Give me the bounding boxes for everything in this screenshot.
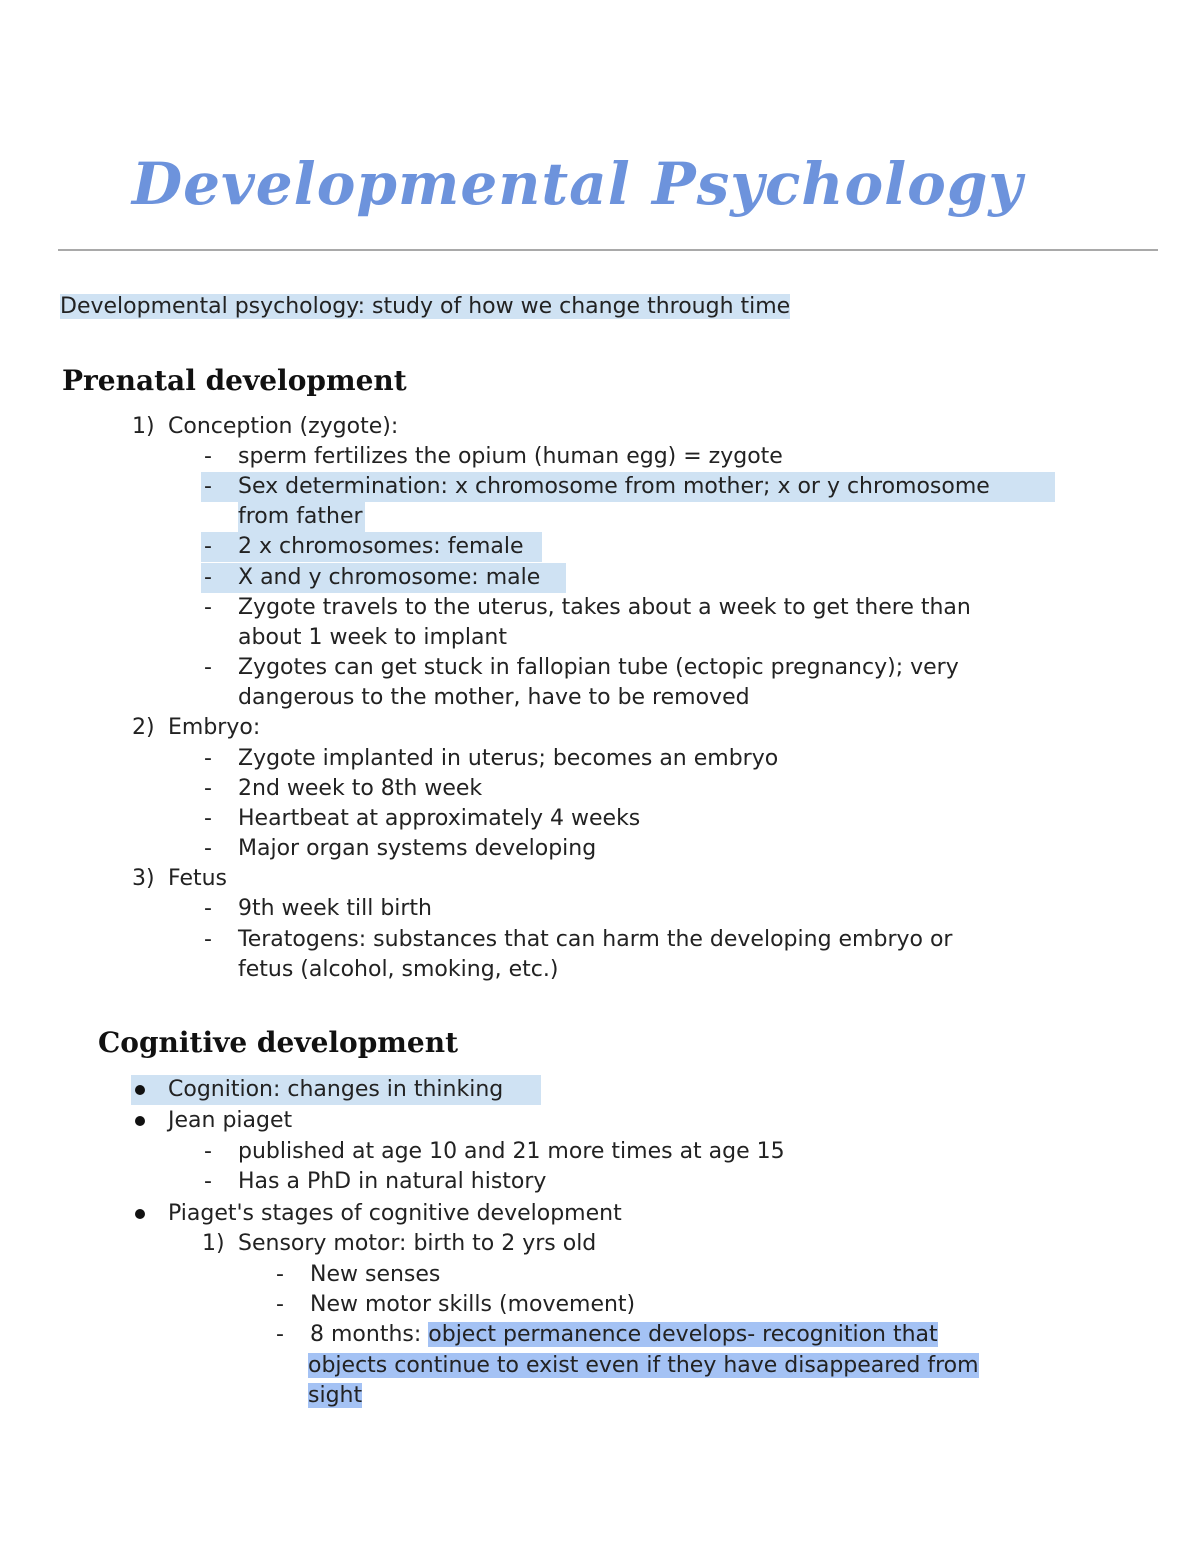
list-item-continuation: fetus (alcohol, smoking, etc.) (238, 957, 559, 982)
definition-term: Developmental psychology (60, 294, 358, 319)
dash-marker: - (276, 1292, 284, 1317)
bullet-dot (135, 1085, 145, 1095)
dash-marker: - (204, 927, 212, 952)
list-item-continuation: dangerous to the mother, have to be removed (238, 685, 750, 710)
list-item: New senses (310, 1262, 441, 1287)
list-item: Major organ systems developing (238, 836, 597, 861)
list-item: Teratogens: substances that can harm the developing embryo or (238, 927, 953, 952)
dash-marker: - (204, 836, 212, 861)
dash-marker: - (204, 474, 212, 499)
list-item: Zygote implanted in uterus; becomes an embryo (238, 746, 779, 771)
prenatal-heading: Prenatal development (62, 364, 407, 397)
list-item-continuation (308, 1381, 362, 1411)
dash-marker: - (204, 1139, 212, 1164)
embryo-label: Embryo: (168, 715, 261, 740)
list-item-highlighted (201, 472, 1055, 502)
months-prefix: 8 months: (310, 1322, 429, 1347)
list-item: Has a PhD in natural history (238, 1169, 547, 1194)
list-number: 1) (202, 1231, 225, 1256)
list-item: Zygote travels to the uterus, takes about a week to get there than (238, 595, 971, 620)
piaget-label: Jean piaget (168, 1108, 293, 1133)
list-item-highlighted (201, 563, 566, 593)
dash-marker: - (204, 444, 212, 469)
list-item: 2nd week to 8th week (238, 776, 483, 801)
permanence-text: sight (308, 1383, 363, 1408)
list-item-text: Sex determination: x chromosome from mother; x or y chromosome (238, 474, 990, 499)
dash-marker: - (204, 806, 212, 831)
stage1-label: Sensory motor: birth to 2 yrs old (238, 1231, 597, 1256)
list-item-continuation: about 1 week to implant (238, 625, 508, 650)
bullet-dot (135, 1116, 145, 1126)
dash-marker: - (276, 1262, 284, 1287)
list-item-highlighted (201, 532, 542, 562)
list-number: 1) (132, 414, 155, 439)
list-item: Zygotes can get stuck in fallopian tube (ectopic pregnancy); very (238, 655, 959, 680)
cognition-term: Cognition (168, 1077, 273, 1102)
dash-marker: - (204, 565, 212, 590)
document-title: Developmental Psychology (131, 150, 1024, 218)
dash-marker: - (204, 746, 212, 771)
conception-label: Conception (zygote): (168, 414, 399, 439)
cognitive-heading: Cognitive development (98, 1026, 459, 1059)
stages-label: Piaget's stages of cognitive development (168, 1201, 622, 1226)
dash-marker: - (204, 655, 212, 680)
bullet-item-highlighted (131, 1075, 541, 1105)
list-item: 9th week till birth (238, 896, 433, 921)
list-number: 3) (132, 866, 155, 891)
list-item: New motor skills (movement) (310, 1292, 636, 1317)
dash-marker: - (204, 1169, 212, 1194)
permanence-text: object permanence develops- recognition that (428, 1322, 938, 1347)
dash-marker: - (276, 1322, 284, 1347)
list-item-continuation: from father (238, 502, 365, 532)
permanence-text: objects continue to exist even if they have disappeared from (308, 1353, 979, 1378)
dash-marker: - (204, 776, 212, 801)
list-item-continuation (308, 1351, 979, 1381)
list-number: 2) (132, 715, 155, 740)
list-item-text: X and y chromosome: male (238, 565, 541, 590)
dash-marker: - (204, 534, 212, 559)
list-item: published at age 10 and 21 more times at age 15 (238, 1139, 785, 1164)
list-item: Heartbeat at approximately 4 weeks (238, 806, 641, 831)
definition-text: : study of how we change through time (357, 294, 791, 319)
fetus-label: Fetus (168, 866, 228, 891)
cognition-text: : changes in thinking (272, 1077, 504, 1102)
list-item: sperm fertilizes the opium (human egg) = zygote (238, 444, 783, 469)
list-item (310, 1320, 938, 1350)
bullet-dot (135, 1209, 145, 1219)
horizontal-divider (58, 249, 1158, 251)
dash-marker: - (204, 896, 212, 921)
definition-line (60, 292, 790, 322)
dash-marker: - (204, 595, 212, 620)
list-item-text: 2 x chromosomes: female (238, 534, 524, 559)
